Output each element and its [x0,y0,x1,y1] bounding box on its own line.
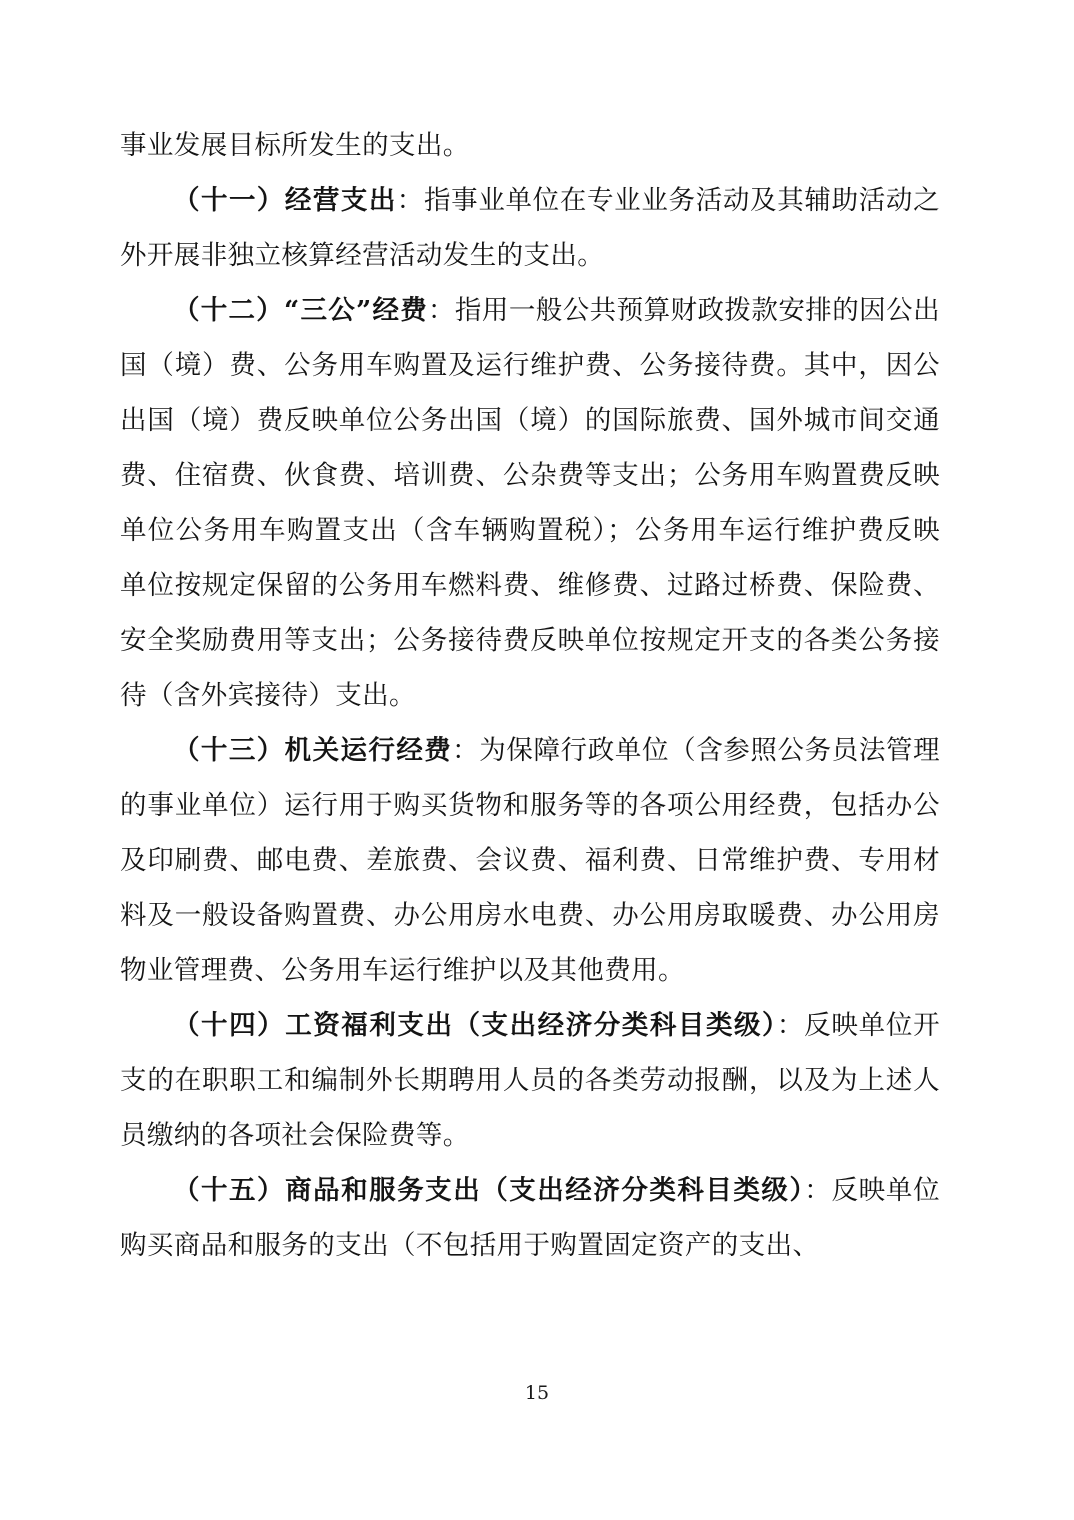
paragraph-continuation [120,118,940,173]
paragraph-text: 事业发展目标所发生的支出。 [120,130,470,161]
paragraph-lead-label: （十四）工资福利支出（支出经济分类科目类级） [173,1010,777,1041]
page-number: 15 [524,1382,550,1404]
paragraph-lead-label: （十一）经营支出 [173,185,397,216]
paragraph-text: ：为保障行政单位（含参照公务员法管理的事业单位）运行用于购买货物和服务等的各项公用经费，包括办公及印刷费、邮电费、差旅费、会议费、福利费、日常维护费、专用材料及一般设备购置费、办公用房水电费、办公用房取暖费、办公用房物业管理费、公务用车运行维护以及其他费用。 [120,735,941,986]
paragraph-three-public-funds [120,283,940,723]
document-body [120,118,940,1273]
paragraph-text: ：反映单位购买商品和服务的支出（不包括用于购置固定资产的支出、 [120,1175,940,1261]
paragraph-agency-operating-funds [120,723,940,998]
paragraph-goods-services-expenditure [120,1163,940,1273]
paragraph-text: ：指事业单位在专业业务活动及其辅助活动之外开展非独立核算经营活动发生的支出。 [120,185,940,271]
paragraph-operating-expenditure [120,173,940,283]
paragraph-lead-label: （十二）“三公”经费 [173,295,428,326]
paragraph-lead-label: （十三）机关运行经费 [173,735,453,766]
paragraph-text: ：指用一般公共预算财政拨款安排的因公出国（境）费、公务用车购置及运行维护费、公务接待费。其中，因公出国（境）费反映单位公务出国（境）的国际旅费、国外城市间交通费、住宿费、伙食费、培训费、公杂费等支出；公务用车购置费反映单位公务用车购置支出（含车辆购置税）；公务用车运行维护费反映单位按规定保留的公务用车燃料费、维修费、过路过桥费、保险费、安全奖励费用等支出；公务接待费反映单位按规定开支的各类公务接待（含外宾接待）支出。 [120,295,940,711]
paragraph-salary-welfare-expenditure [120,998,940,1163]
paragraph-lead-label: （十五）商品和服务支出（支出经济分类科目类级） [173,1175,805,1206]
paragraph-text: ：反映单位开支的在职职工和编制外长期聘用人员的各类劳动报酬，以及为上述人员缴纳的各项社会保险费等。 [120,1010,940,1151]
